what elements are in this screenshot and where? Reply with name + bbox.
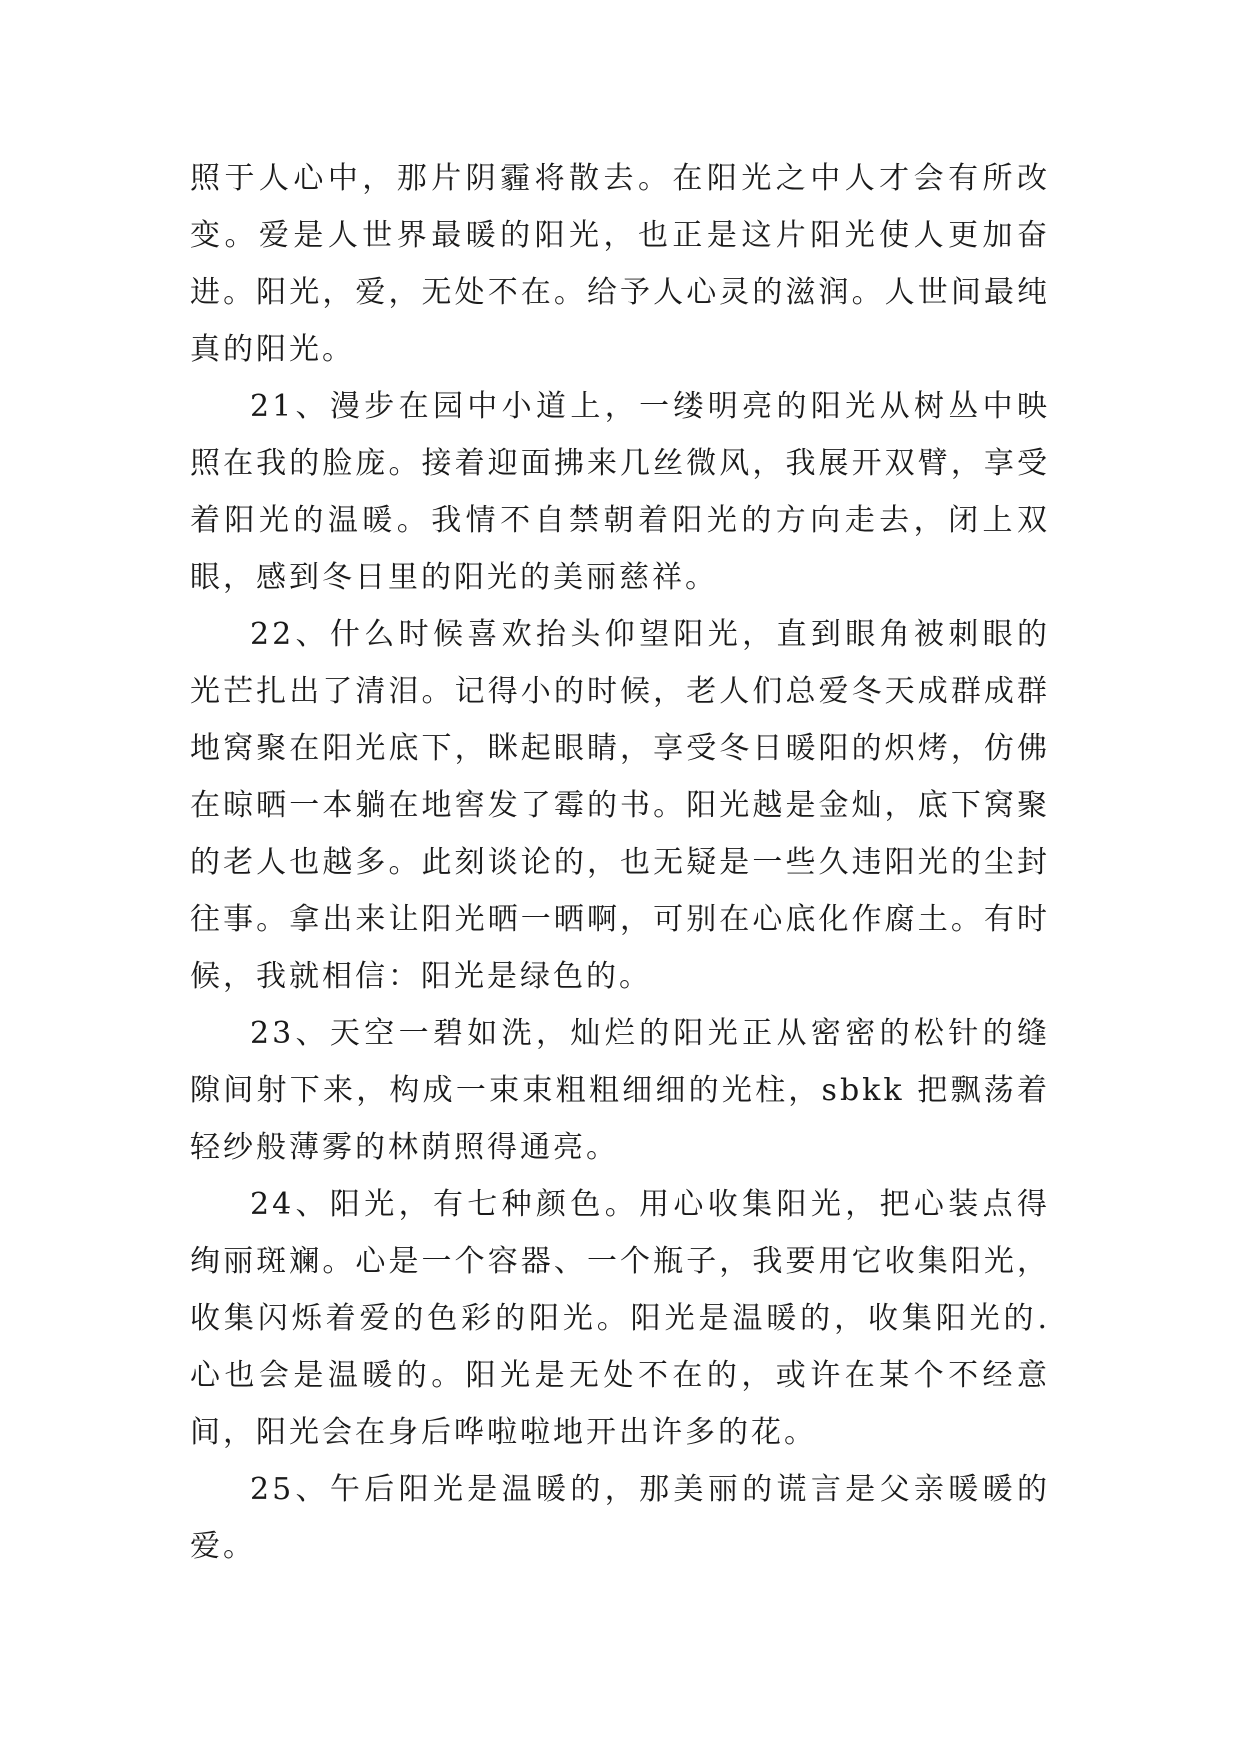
paragraph-continuation: 照于人心中，那片阴霾将散去。在阳光之中人才会有所改变。爱是人世界最暖的阳光，也正是这片阳光使人更加奋进。阳光，爱，无处不在。给予人心灵的滋润。人世间最纯真的阳光。 [190, 161, 1050, 367]
paragraph-23: 23、天空一碧如洗，灿烂的阳光正从密密的松针的缝隙间射下来，构成一束束粗粗细细的光柱，sbkk 把飘荡着轻纱般薄雾的林荫照得通亮。 [190, 1016, 1050, 1165]
paragraph-25: 25、午后阳光是温暖的，那美丽的谎言是父亲暖暖的爱。 [190, 1472, 1050, 1564]
document-page [190, 150, 1050, 1575]
paragraph-22: 22、什么时候喜欢抬头仰望阳光，直到眼角被刺眼的光芒扎出了清泪。记得小的时候，老人们总爱冬天成群成群地窝聚在阳光底下，眯起眼睛，享受冬日暖阳的炽烤，仿佛在晾晒一本躺在地窖发了霉的书。阳光越是金灿，底下窝聚的老人也越多。此刻谈论的，也无疑是一些久违阳光的尘封往事。拿出来让阳光晒一晒啊，可别在心底化作腐土。有时候，我就相信：阳光是绿色的。 [190, 617, 1050, 994]
paragraph-24: 24、阳光，有七种颜色。用心收集阳光，把心装点得绚丽斑斓。心是一个容器、一个瓶子，我要用它收集阳光，收集闪烁着爱的色彩的阳光。阳光是温暖的，收集阳光的.心也会是温暖的。阳光是无处不在的，或许在某个不经意间，阳光会在身后哗啦啦地开出许多的花。 [190, 1187, 1050, 1450]
paragraph-21: 21、漫步在园中小道上，一缕明亮的阳光从树丛中映照在我的脸庞。接着迎面拂来几丝微风，我展开双臂，享受着阳光的温暖。我情不自禁朝着阳光的方向走去，闭上双眼，感到冬日里的阳光的美丽慈祥。 [190, 389, 1050, 595]
